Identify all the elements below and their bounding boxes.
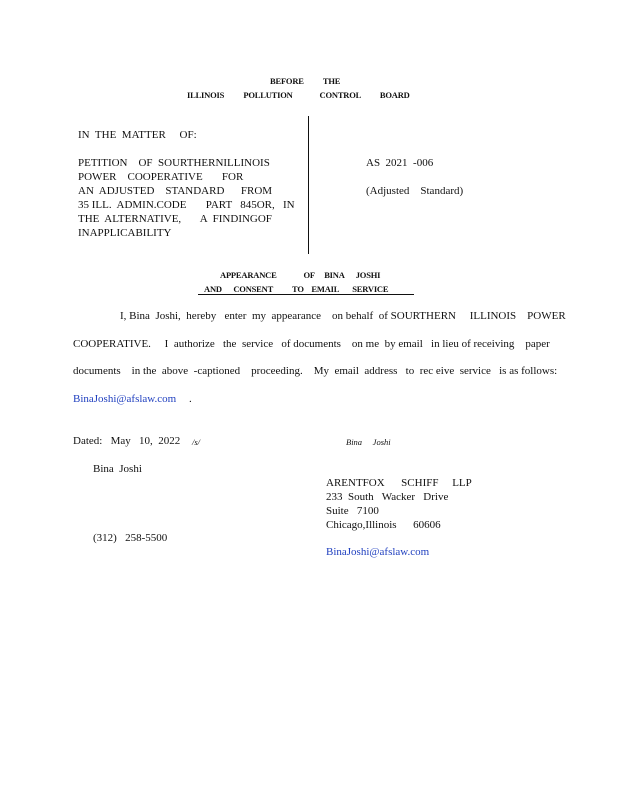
petition-line-5: THE ALTERNATIVE, A FINDINGOF	[78, 213, 272, 225]
case-type: (Adjusted Standard)	[366, 185, 464, 197]
petition-line-6: INAPPLICABILITY	[78, 227, 172, 239]
slash-s: /s/	[192, 437, 201, 447]
firm-name: ARENTFOX SCHIFF LLP	[326, 477, 472, 489]
title-line-2: AND CONSENT TO EMAIL SERVICE	[204, 284, 389, 294]
body-line-1: I, Bina Joshi, hereby enter my appearance on behalf of SOURTHERN ILLINOIS POWER	[120, 310, 566, 322]
firm-email-link[interactable]: BinaJoshi@afslaw.com	[326, 546, 430, 558]
in-the-matter: IN THE MATTER OF:	[78, 129, 197, 141]
body-period: .	[189, 393, 192, 405]
petition-line-4: 35 ILL. ADMIN.CODE PART 845OR, IN	[78, 199, 295, 211]
signer-phone: (312) 258-5500	[93, 532, 168, 544]
title-line-1: APPEARANCE OF BINA JOSHI	[220, 270, 381, 280]
firm-street: 233 South Wacker Drive	[326, 491, 449, 503]
caption-divider	[308, 116, 309, 254]
header-line-2: ILLINOIS POLLUTION CONTROL BOARD	[187, 90, 410, 100]
petition-line-2: POWER COOPERATIVE FOR	[78, 171, 244, 183]
body-line-3: documents in the above -captioned proceeding. My email address to rec eive service is as follows:	[73, 365, 558, 377]
electronic-signature: Bina Joshi	[346, 437, 391, 447]
dated-line: Dated: May 10, 2022	[73, 435, 181, 447]
petition-line-1: PETITION OF SOURTHERNILLINOIS	[78, 157, 270, 169]
firm-suite: Suite 7100	[326, 505, 379, 517]
title-underline	[198, 294, 414, 295]
case-number: AS 2021 -006	[366, 157, 434, 169]
header-line-1: BEFORE THE	[270, 76, 341, 86]
body-line-2: COOPERATIVE. I authorize the service of documents on me by email in lieu of receiving paper	[73, 338, 550, 350]
signer-name: Bina Joshi	[93, 463, 142, 475]
firm-city: Chicago,Illinois 60606	[326, 519, 441, 531]
petition-line-3: AN ADJUSTED STANDARD FROM	[78, 185, 273, 197]
body-email-link[interactable]: BinaJoshi@afslaw.com	[73, 393, 177, 405]
